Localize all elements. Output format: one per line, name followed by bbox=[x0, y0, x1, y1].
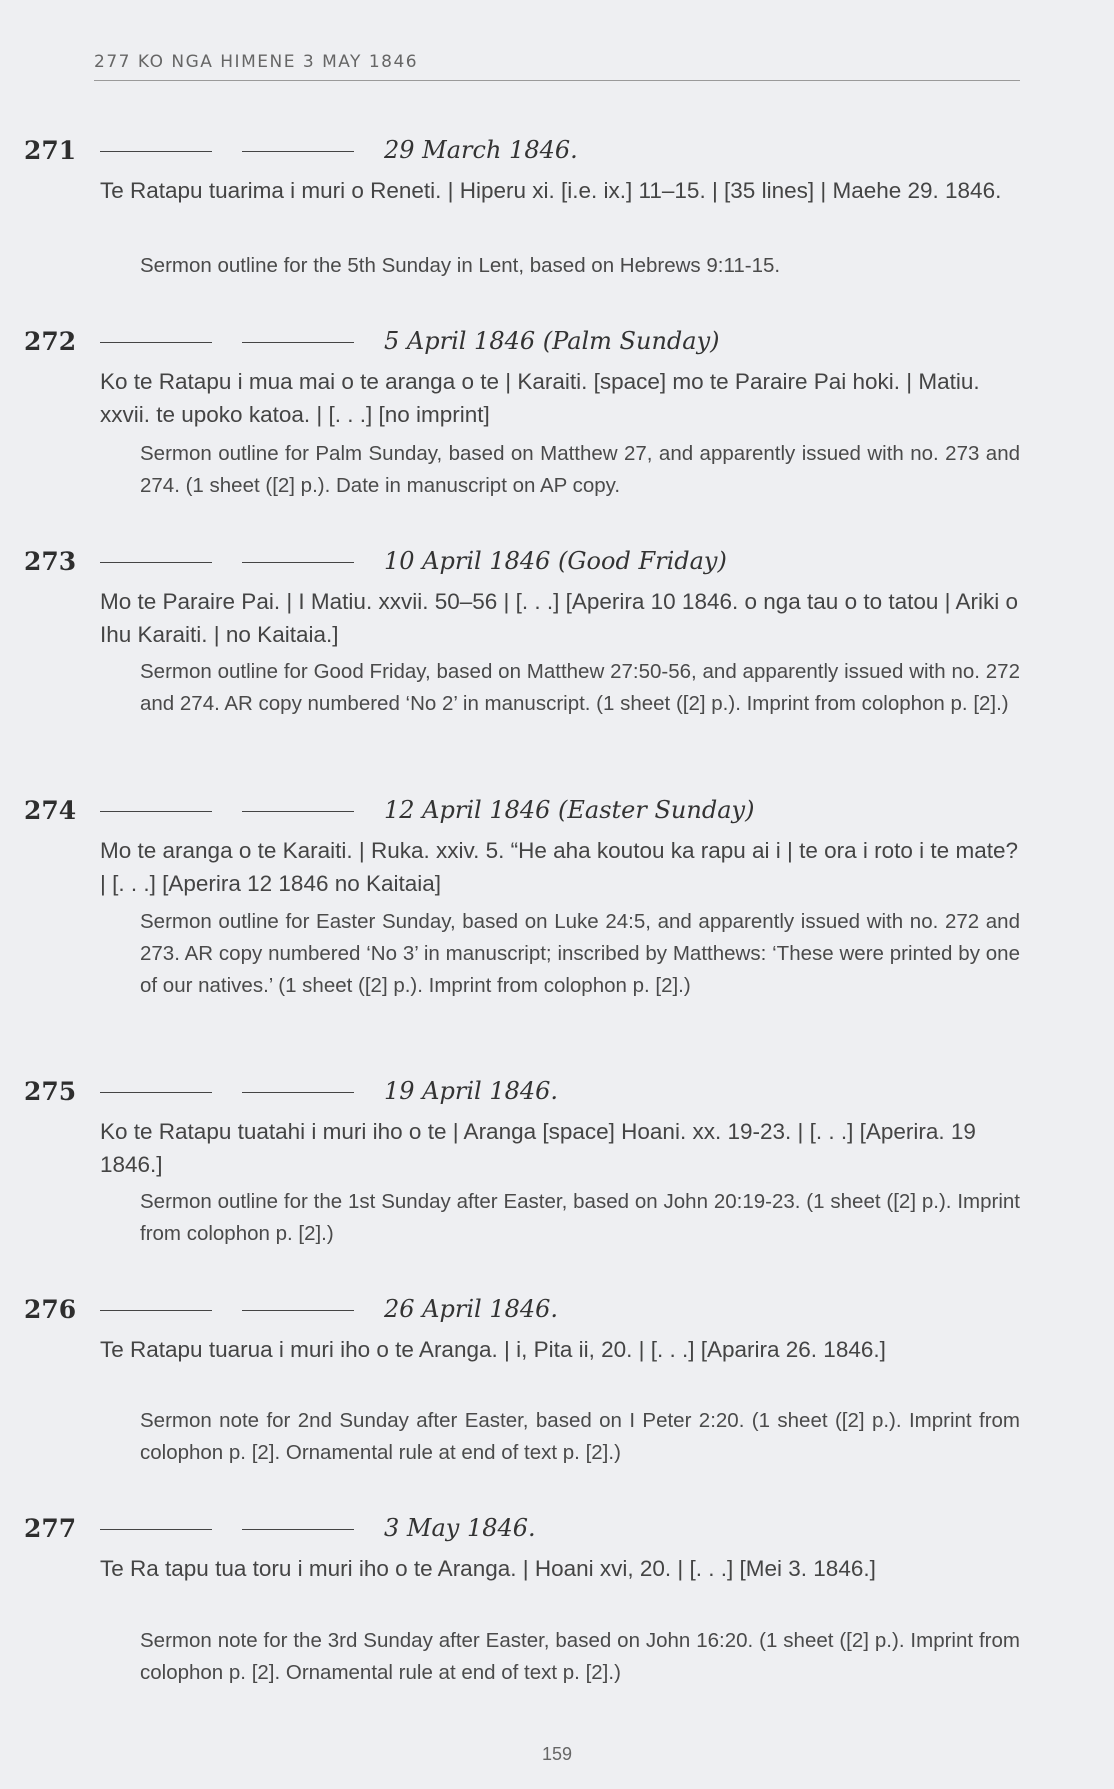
author-dash bbox=[100, 1529, 212, 1530]
title-dash bbox=[242, 1310, 354, 1311]
entry-heading bbox=[100, 1295, 1020, 1323]
entry-heading bbox=[100, 1514, 1020, 1542]
title-dash bbox=[242, 1092, 354, 1093]
entry-date: 12 April 1846 (Easter Sunday) bbox=[384, 796, 755, 824]
title-dash bbox=[242, 562, 354, 563]
author-dash bbox=[100, 342, 212, 343]
title-dash bbox=[242, 151, 354, 152]
entry-date: 29 March 1846. bbox=[384, 136, 578, 164]
entry-title: Mo te aranga o te Karaiti. | Ruka. xxiv. 5. “He aha koutou ka rapu ai i | te ora i roto i te mate? | [. . .] [Aperira 12 1846 no Kaitaia] bbox=[100, 838, 1018, 896]
entry-number: 277 bbox=[24, 1514, 77, 1543]
page-number: 159 bbox=[541, 1744, 573, 1764]
entry-note: Sermon note for 2nd Sunday after Easter, based on I Peter 2:20. (1 sheet ([2] p.). Imprint from colophon p. [2]. Ornamental rule at end of text p. [2].) bbox=[140, 1409, 1020, 1464]
entry-date: 5 April 1846 (Palm Sunday) bbox=[384, 327, 720, 355]
running-head: 277 KO NGA HIMENE 3 MAY 1846 bbox=[94, 52, 1020, 81]
author-dash bbox=[100, 1092, 212, 1093]
entry-number: 275 bbox=[24, 1077, 77, 1106]
entry-number: 274 bbox=[24, 796, 77, 825]
entry-note: Sermon outline for the 5th Sunday in Lent, based on Hebrews 9:11-15. bbox=[140, 254, 781, 277]
entry-number: 272 bbox=[24, 327, 77, 356]
entry-heading bbox=[100, 796, 1020, 824]
entry-date: 19 April 1846. bbox=[384, 1077, 559, 1105]
entry-number: 273 bbox=[24, 547, 77, 576]
entry-note: Sermon outline for Easter Sunday, based on Luke 24:5, and apparently issued with no. 272 and 273. AR copy numbered ‘No 3’ in manuscript; inscribed by Matthews: ‘These were printed by one of our natives.’ (1 sheet ([2] p.). Imprint from colophon p. [2].) bbox=[140, 910, 1020, 997]
entry-title: Ko te Ratapu tuatahi i muri iho o te | Aranga [space] Hoani. xx. 19-23. | [. . .] [Aperira. 19 1846.] bbox=[100, 1119, 976, 1177]
entry-title: Te Ratapu tuarua i muri iho o te Aranga. | i, Pita ii, 20. | [. . .] [Aparira 26. 1846.] bbox=[100, 1337, 886, 1362]
entry-heading bbox=[100, 136, 1020, 164]
entry-number: 271 bbox=[24, 136, 77, 165]
author-dash bbox=[100, 1310, 212, 1311]
entry-title: Mo te Paraire Pai. | I Matiu. xxvii. 50–56 | [. . .] [Aperira 10 1846. o nga tau o to tatou | Ariki o Ihu Karaiti. | no Kaitaia.] bbox=[100, 589, 1019, 647]
author-dash bbox=[100, 811, 212, 812]
entry-title: Ko te Ratapu i mua mai o te aranga o te | Karaiti. [space] mo te Paraire Pai hoki. | Matiu. xxvii. te upoko katoa. | [. . .] [no imprint] bbox=[100, 369, 980, 427]
entry-number: 276 bbox=[24, 1295, 77, 1324]
entry-date: 3 May 1846. bbox=[384, 1514, 536, 1542]
entry-note: Sermon outline for the 1st Sunday after Easter, based on John 20:19-23. (1 sheet ([2] p.). Imprint from colophon p. [2].) bbox=[140, 1190, 1020, 1245]
title-dash bbox=[242, 342, 354, 343]
author-dash bbox=[100, 562, 212, 563]
author-dash bbox=[100, 151, 212, 152]
entry-date: 10 April 1846 (Good Friday) bbox=[384, 547, 727, 575]
entry-note: Sermon note for the 3rd Sunday after Easter, based on John 16:20. (1 sheet ([2] p.). Imprint from colophon p. [2]. Ornamental rule at end of text p. [2].) bbox=[140, 1629, 1020, 1684]
entry-title: Te Ra tapu tua toru i muri iho o te Aranga. | Hoani xvi, 20. | [. . .] [Mei 3. 1846.] bbox=[100, 1556, 876, 1581]
entry-title: Te Ratapu tuarima i muri o Reneti. | Hiperu xi. [i.e. ix.] 11–15. | [35 lines] | Maehe 29. 1846. bbox=[100, 178, 1002, 203]
entry-date: 26 April 1846. bbox=[384, 1295, 559, 1323]
entry-heading bbox=[100, 1077, 1020, 1105]
entry-heading bbox=[100, 327, 1020, 355]
title-dash bbox=[242, 811, 354, 812]
entry-note: Sermon outline for Palm Sunday, based on Matthew 27, and apparently issued with no. 273 and 274. (1 sheet ([2] p.). Date in manuscript on AP copy. bbox=[140, 442, 1020, 497]
entry-heading bbox=[100, 547, 1020, 575]
title-dash bbox=[242, 1529, 354, 1530]
entry-note: Sermon outline for Good Friday, based on Matthew 27:50-56, and apparently issued with no. 272 and 274. AR copy numbered ‘No 2’ in manuscript. (1 sheet ([2] p.). Imprint from colophon p. [2].) bbox=[140, 660, 1020, 715]
